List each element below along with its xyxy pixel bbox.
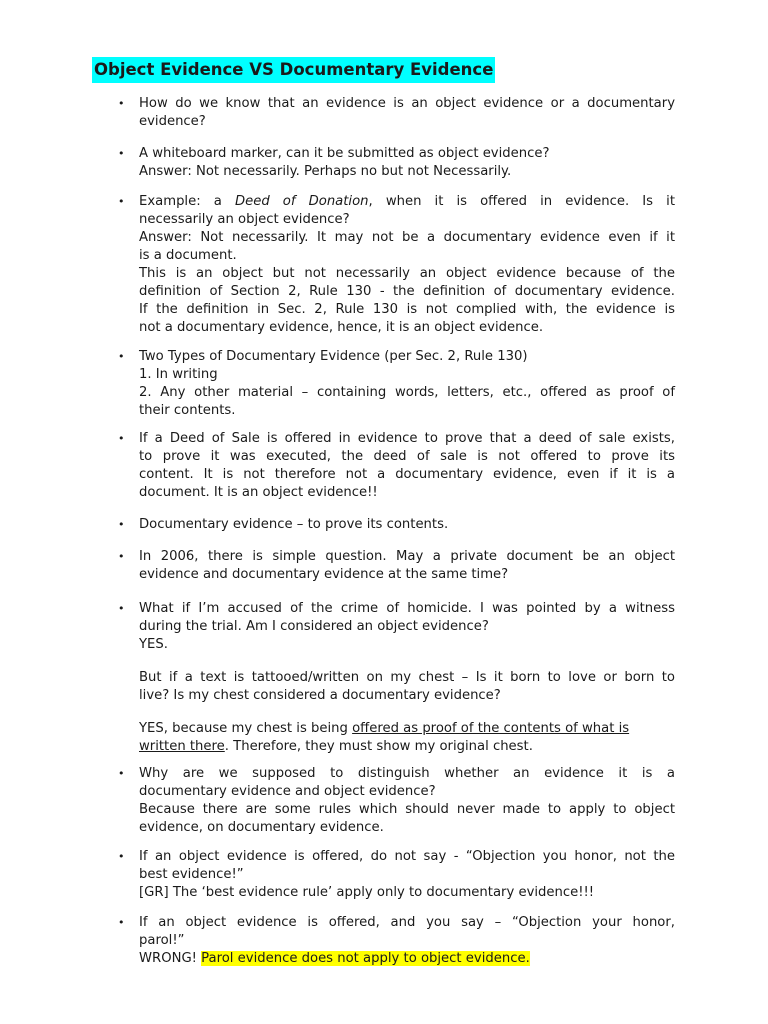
text-span: . Therefore, they must show my original chest. [224,739,533,754]
text-line: 2. Any other material – containing words, letters, etc., offered as proof of [139,385,675,400]
text-line: to prove it was executed, the deed of sale is not offered to prove its [139,449,675,464]
text-line: How do we know that an evidence is an object evidence or a documentary [139,96,675,111]
text-span: Example: a [139,194,235,209]
text-line: during the trial. Am I considered an object evidence? [139,619,489,634]
text-line: live? Is my chest considered a documentary evidence? [139,688,501,703]
text-line: This is an object but not necessarily an object evidence because of the [139,266,675,281]
text-line: A whiteboard marker, can it be submitted as object evidence? [139,146,550,161]
document-title: Object Evidence VS Documentary Evidence [92,57,495,83]
bullet-icon: • [118,350,125,363]
text-line: What if I’m accused of the crime of homicide. I was pointed by a witness [139,601,675,616]
text-line: document. It is an object evidence!! [139,485,378,500]
bullet-icon: • [118,602,125,615]
bullet-icon: • [118,550,125,563]
underlined-text: offered as proof of the contents of what is [352,721,630,736]
bullet-icon: • [118,195,125,208]
text-line: definition of Section 2, Rule 130 - the definition of documentary evidence. [139,284,675,299]
text-line: documentary evidence and object evidence? [139,784,436,799]
bullet-icon: • [118,432,125,445]
text-line: parol!” [139,933,185,948]
text-line [139,720,675,738]
bullet-icon: • [118,916,125,929]
list-item [118,95,675,131]
highlighted-text: Parol evidence does not apply to object evidence. [201,951,530,966]
list-item [118,914,675,968]
text-line: not a documentary evidence, hence, it is an object evidence. [139,320,544,335]
list-item [118,145,675,181]
paragraph-gap [139,654,675,669]
text-span: , when it is offered in evidence. Is it [368,194,675,209]
list-item [118,516,675,534]
list-item [118,765,675,837]
underlined-text: written there [139,739,225,754]
text-line: If a Deed of Sale is offered in evidence to prove that a deed of sale exists, [139,431,675,446]
list-item [118,600,675,756]
bullet-icon: • [118,97,125,110]
italic-text: Deed of Donation [234,194,369,209]
text-line: evidence? [139,114,206,129]
paragraph-gap [139,705,675,720]
text-line: Answer: Not necessarily. Perhaps no but not Necessarily. [139,164,512,179]
text-line: Because there are some rules which should never made to apply to object [139,802,675,817]
text-line [139,738,675,756]
text-line: YES. [139,637,168,652]
text-line: In 2006, there is simple question. May a private document be an object [139,549,675,564]
text-line: Two Types of Documentary Evidence (per Sec. 2, Rule 130) [139,349,528,364]
list-item [118,430,675,502]
text-line: If the definition in Sec. 2, Rule 130 is not complied with, the evidence is [139,302,675,317]
list-item [118,193,675,337]
text-line: necessarily an object evidence? [139,212,350,227]
text-line: If an object evidence is offered, and you say – “Objection your honor, [139,915,675,930]
bullet-icon: • [118,767,125,780]
text-line: If an object evidence is offered, do not say - “Objection you honor, not the [139,849,675,864]
text-line [139,193,675,211]
text-line: 1. In writing [139,367,218,382]
list-item [118,848,675,902]
list-item [118,548,675,584]
bullet-icon: • [118,147,125,160]
text-span: WRONG! [139,951,202,966]
list-item [118,348,675,420]
text-line: Answer: Not necessarily. It may not be a documentary evidence even if it [139,230,675,245]
text-line: their contents. [139,403,236,418]
text-line: evidence and documentary evidence at the same time? [139,567,509,582]
text-span: YES, because my chest is being [139,721,353,736]
bullet-icon: • [118,518,125,531]
text-line: But if a text is tattooed/written on my chest – Is it born to love or born to [139,670,675,685]
text-line: is a document. [139,248,237,263]
text-line: best evidence!” [139,867,244,882]
text-line: Why are we supposed to distinguish whether an evidence it is a [139,766,675,781]
text-line: [GR] The ‘best evidence rule’ apply only to documentary evidence!!! [139,885,595,900]
text-line: content. It is not therefore not a documentary evidence, even if it is a [139,467,675,482]
text-line [139,950,675,968]
text-line: evidence, on documentary evidence. [139,820,384,835]
text-line: Documentary evidence – to prove its contents. [139,517,449,532]
bullet-icon: • [118,850,125,863]
